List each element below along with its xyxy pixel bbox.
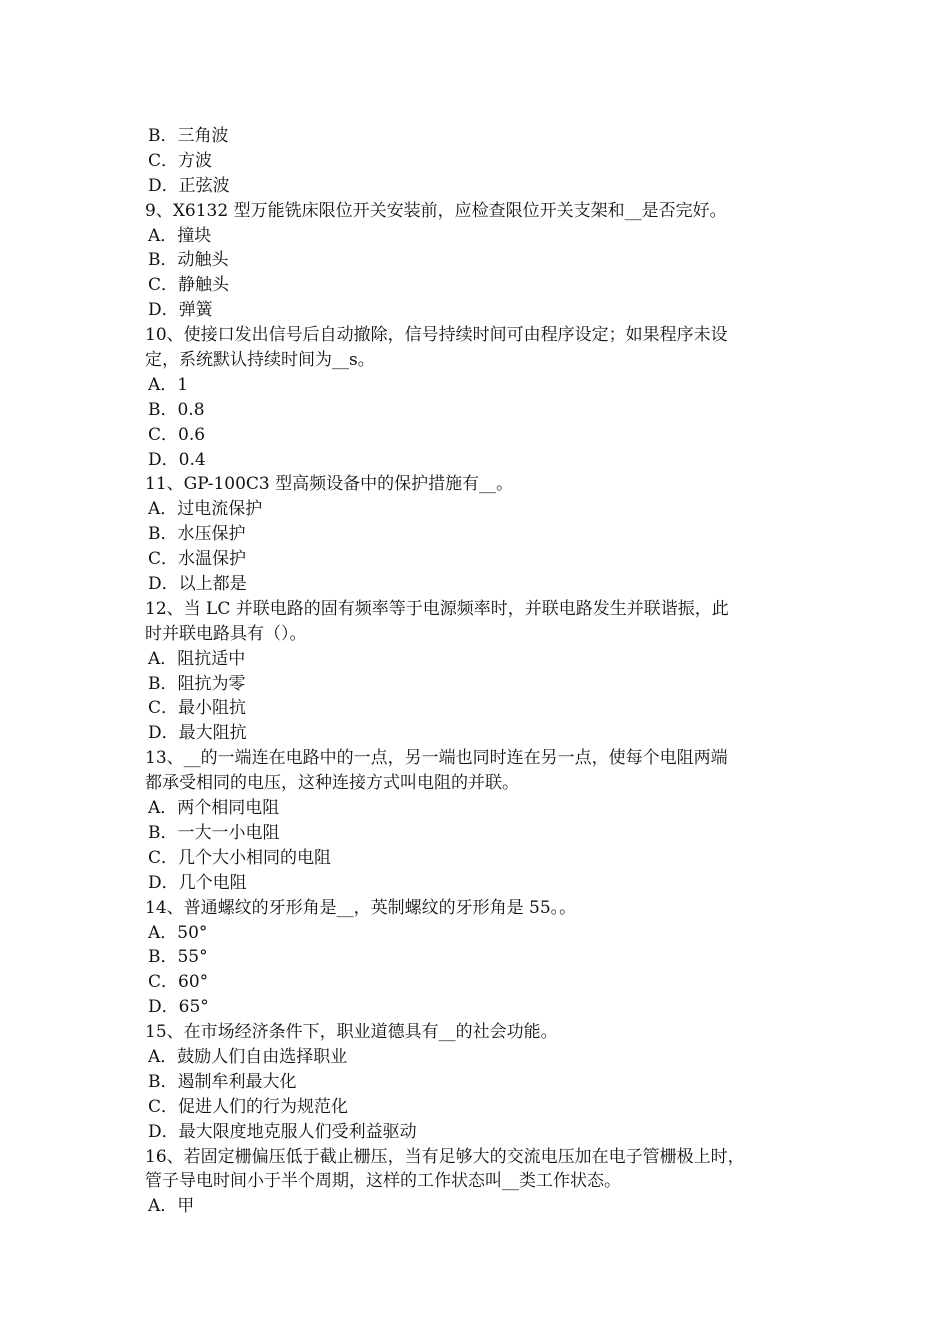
question-14: 14、普通螺纹的牙形角是__，英制螺纹的牙形角是 55。。 — [145, 897, 577, 918]
question-14-option-d: D．65° — [148, 997, 209, 1018]
document-body — [145, 124, 815, 1219]
question-11: 11、GP-100C3 型高频设备中的保护措施有__。 — [145, 474, 514, 495]
question-9-option-b: B．动触头 — [148, 250, 229, 271]
question-12-line-1: 12、当 LC 并联电路的固有频率等于电源频率时，并联电路发生并联谐振，此 — [145, 598, 729, 619]
question-13-line-2: 都承受相同的电压，这种连接方式叫电阻的并联。 — [145, 773, 519, 794]
question-10-option-c: C．0.6 — [148, 424, 206, 445]
question-16-option-a: A．甲 — [148, 1196, 195, 1217]
question-12-line-2: 时并联电路具有（）。 — [145, 623, 307, 644]
question-14-option-c: C．60° — [148, 972, 209, 993]
question-13-option-b: B．一大一小电阻 — [148, 822, 280, 843]
question-9-option-a: A．撞块 — [148, 225, 212, 246]
question-11-option-c: C．水温保护 — [148, 549, 247, 570]
question-10-option-d: D．0.4 — [148, 449, 206, 470]
question-10-option-b: B．0.8 — [148, 399, 205, 420]
question-9-option-c: C．静触头 — [148, 275, 230, 296]
question-11-option-b: B．水压保护 — [148, 524, 246, 545]
question-12-option-a: A．阻抗适中 — [148, 648, 246, 669]
question-14-option-a: A．50° — [148, 922, 208, 943]
question-15-option-a: A．鼓励人们自由选择职业 — [148, 1046, 348, 1067]
question-15-option-d: D．最大限度地克服人们受利益驱动 — [148, 1121, 417, 1142]
question-11-option-d: D．以上都是 — [148, 574, 247, 595]
question-9-option-d: D．弹簧 — [148, 300, 213, 321]
question-15: 15、在市场经济条件下，职业道德具有__的社会功能。 — [145, 1022, 558, 1043]
question-13-line-1: 13、__的一端连在电路中的一点，另一端也同时连在另一点，使每个电阻两端 — [145, 748, 728, 769]
question-16-line-1: 16、若固定栅偏压低于截止栅压，当有足够大的交流电压加在电子管栅极上时， — [145, 1146, 745, 1167]
question-10-line-2: 定，系统默认持续时间为__s。 — [145, 350, 375, 371]
option-c-line: C．方波 — [148, 150, 213, 171]
option-d-line: D．正弦波 — [148, 175, 230, 196]
question-13-option-d: D．几个电阻 — [148, 872, 247, 893]
question-16-line-2: 管子导电时间小于半个周期，这样的工作状态叫__类工作状态。 — [145, 1171, 621, 1192]
question-15-option-b: B．遏制牟利最大化 — [148, 1071, 297, 1092]
option-b-line: B．三角波 — [148, 126, 229, 146]
question-11-option-a: A．过电流保护 — [148, 499, 263, 520]
question-12-option-d: D．最大阻抗 — [148, 723, 247, 744]
question-12-option-c: C．最小阻抗 — [148, 698, 247, 719]
question-10-option-a: A．1 — [148, 374, 189, 395]
question-9: 9、X6132 型万能铣床限位开关安装前，应检查限位开关支架和__是否完好。 — [145, 200, 727, 221]
question-13-option-a: A．两个相同电阻 — [148, 798, 280, 819]
question-10-line-1: 10、使接口发出信号后自动撤除，信号持续时间可由程序设定；如果程序未设 — [145, 325, 728, 346]
question-13-option-c: C．几个大小相同的电阻 — [148, 847, 332, 868]
question-15-option-c: C．促进人们的行为规范化 — [148, 1096, 349, 1117]
question-12-option-b: B．阻抗为零 — [148, 673, 246, 694]
question-14-option-b: B．55° — [148, 947, 208, 968]
